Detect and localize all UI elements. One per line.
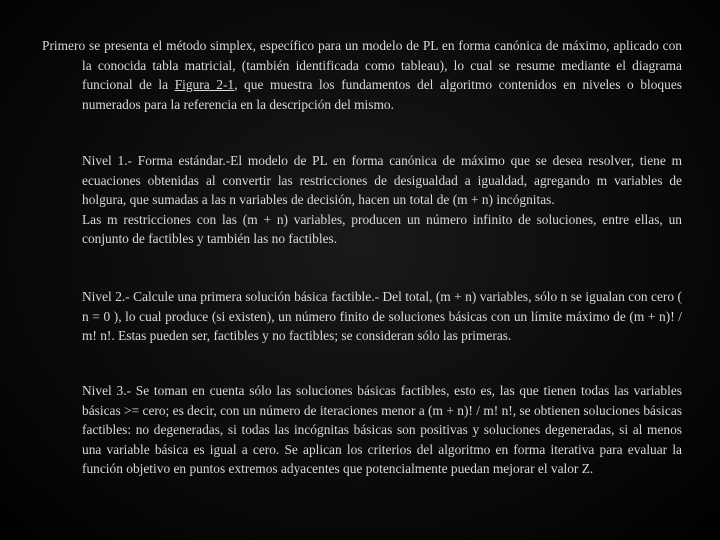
- intro-text-start: Primero se presenta el método simplex, específico para un modelo de PL en forma canónica de máximo, aplicado con la conocida tabla matricial, (también identificada como tableau), lo cual se resume mediante el diagrama funcional de la: [42, 38, 682, 93]
- figure-2-1-link[interactable]: Figura 2-1: [174, 77, 235, 93]
- level-1-paragraph-2: Las m restricciones con las (m + n) variables, producen un número infinito de soluciones, entre ellas, un conjunto de factibles y también las no factibles.: [82, 211, 682, 247]
- intro-section: [42, 36, 682, 114]
- level-2-section: [82, 287, 682, 346]
- level-2-paragraph: Nivel 2.- Calcule una primera solución básica factible.- Del total, (m + n) variables, sólo n se igualan con cero ( n = 0 ), lo cual produce (si existen), un número finito de soluciones básicas con un límite máximo de (m + n)! / m! n!. Estas pueden ser, factibles y no factibles; se consideran sólo las primeras.: [82, 289, 682, 344]
- level-3-section: [82, 381, 682, 479]
- level-3-paragraph: Nivel 3.- Se toman en cuenta sólo las soluciones básicas factibles, esto es, las que tienen todas las variables básicas >= cero; es decir, con un número de iteraciones menor a (m + n)! / m! n!, se obtienen soluciones básicas factibles: no degeneradas, si todas las incógnitas básicas son positivas y soluciones degeneradas, si al menos una variable básica es igual a cero. Se aplican los criterios del algoritmo en forma iterativa para evaluar la función objetivo en puntos extremos adyacentes que potencialmente puedan mejorar el valor Z.: [82, 383, 682, 477]
- level-1-paragraph: Nivel 1.- Forma estándar.-El modelo de PL en forma canónica de máximo que se desea resolver, tiene m ecuaciones obtenidas al convertir las restricciones de desigualdad a igualdad, agregando m variables de holgura, que sumadas a las n variables de decisión, hacen un total de (m + n) incógnitas.: [82, 153, 682, 208]
- intro-paragraph: [42, 36, 682, 114]
- level-1-section: [82, 151, 682, 249]
- intro-text-end: , que muestra los fundamentos del algoritmo contenidos en niveles o bloques numerados para la referencia en la descripción del mismo.: [82, 77, 682, 112]
